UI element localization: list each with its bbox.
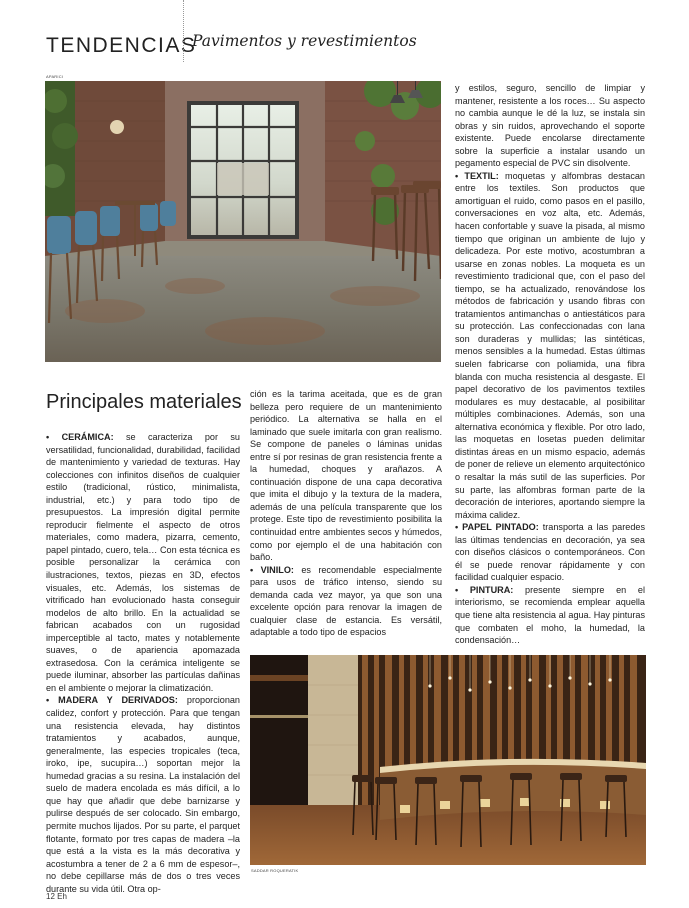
photo-credit-bottom: SADDAR ROQUERATIK: [251, 868, 299, 873]
section-heading: Principales materiales: [46, 391, 242, 413]
paragraph-lead: • VINILO:: [250, 564, 294, 575]
text-column-3: [455, 82, 645, 647]
header-divider: [183, 0, 184, 62]
bar-photo: [250, 655, 646, 865]
paragraph-lead: • MADERA Y DERIVADOS:: [46, 695, 178, 706]
paragraph-madera: [46, 694, 240, 895]
photo-credit-top: APARICI: [46, 74, 64, 79]
paragraph-vinilo: [250, 564, 442, 639]
text-column-2: [250, 388, 442, 639]
paragraph-text: y estilos, seguro, sencillo de limpiar y mantener, resistente a los roces… Su aspecto no cambia aunque le dé la luz, se instala sin obras y sin ruidos, aprovechando el soporte existente. Puede encolarse directamente sobre la superficie a instalar usando un pegamento especial de PVC sin disolvente.: [455, 83, 645, 169]
restaurant-photo: [45, 81, 441, 362]
paragraph-lead: • PINTURA:: [455, 584, 514, 595]
paragraph-papel: [455, 521, 645, 584]
paragraph-lead: • CERÁMICA:: [46, 432, 114, 442]
page-number: 12 Eh: [46, 892, 67, 901]
page-subtitle: Pavimentos y revestimientos: [192, 32, 417, 50]
paragraph-text: es recomendable especialmente para usos de tráfico intenso, siendo su demanda cada vez mayor, ya que son una excelente opción para renovar la imagen de cualquier clase de estancia. Es versátil, adaptable a todo tipo de espacios: [250, 564, 442, 638]
paragraph-madera-cont: [250, 388, 442, 564]
paragraph-vinilo-cont: [455, 82, 645, 170]
paragraph-text: proporcionan calidez, confort y protección. Para que tengan una resistencia elevada, hay distintos tratamientos y acabados, aunque, generalmente, las especies tropicales (teca, iroko, ipe, sucupira…) soportan mejor la humedad gracias a su resina. La instalación del suelo de madera encolada es más difícil, a lo que hay que añadir que debe barnizarse y pulirse después de ser colocado. Sin embargo, permite muchos lijados. Por su parte, el parquet flotante, formato por tres capas de madera –la que está a la vista es la más decorativa y acostumbra a tener de 2 a 6 mm de espesor–, no debe cepillarse más de dos o tres veces durante su vida útil. Otra op-: [46, 695, 240, 894]
paragraph-lead: • PAPEL PINTADO:: [455, 522, 539, 533]
text-column-1: [46, 431, 240, 895]
paragraph-ceramica: [46, 431, 240, 694]
paragraph-text: presente siempre en el interiorismo, se recomienda emplear aquella que tiene alta resistencia al agua. Hay pinturas que combaten el moho, la humedad, la condensación…: [455, 584, 645, 646]
paragraph-text: se caracteriza por su versatilidad, funcionalidad, durabilidad, facilidad de mantenimiento y variedad de texturas. Hay colecciones con infinitos diseños de cualquier estilo (tradicional, rústico, minimalista, industrial, etc.) y para todo tipo de presupuestos. La impresión digital permite reproducir fielmente el aspecto de otros materiales, como madera, pizarra, cemento, papel pintado, cuero, tela… Con esta técnica es posible personalizar la cerámica con ilustraciones, textos, piezas en 3D, efectos visuales, etc. Además, los sistemas de vitrificado han evolucionado hasta conseguir modelos de alto brillo. En la actualidad se fabrican acabados con un rugosidad imperceptible al tacto, mates y notablemente suaves, o de apariencia apomazada extrasedosa. Con la cerámica inteligente se puede iluminar, absorber las partículas dañinas en el ambiente o mejorar la climatización.: [46, 432, 240, 693]
paragraph-lead: • TEXTIL:: [455, 170, 499, 181]
paragraph-pintura: [455, 584, 645, 647]
page-header: [46, 28, 196, 58]
paragraph-text: transporta a las paredes las últimas tendencias en decoración, ya sea con diseños clásicos o contemporáneos. Con él se puede renovar rápidamente y con facilidad cualquier espacio.: [455, 522, 645, 583]
paragraph-text: moquetas y alfombras destacan entre los textiles. Son productos que amortiguan el ruido, como pasos en el pasillo, conversaciones en voz alta, etc. Además, hacen confortable y suave la pisada, al mismo tiempo que originan un ambiente de lujo y delicadeza. Por este motivo, acostumbran a usarse en zonas nobles. La moqueta es un revestimiento tradicional que, con el paso del tiempo, se ha actualizado, renovándose los métodos de fabricación y usando fibras con tratamientos antimanchas o antiestáticos para su protección. Las confeccionadas con lana son duraderas y mullidas; las sintéticas, menos sensibles a la humedad. Estas últimas suelen fabricarse con poliamida, una fibra blanda con mucha resistencia al desgaste. El papel decorativo de los pavimentos textiles modulares es muy destacable, al posibilitar múltiples combinaciones. Además, son una alternativa económica y flexible. Por otro lado, las moquetas en losetas pueden delimitar distintas áreas en un mismo espacio, además de poner de relieve un elemento arquitectónico o resaltar la más sutil de las superficies. Por su parte, las alfombras forman parte de la decoración de interiores, aportando siempre la máxima calidez.: [455, 170, 645, 520]
section-title: TENDENCIAS: [46, 34, 197, 57]
paragraph-text: ción es la tarima aceitada, que es de gran belleza pero requiere de un mantenimiento periódico. La alternativa se halla en el laminado que suele imitarla con gran realismo. Se compone de paneles o láminas unidas entre sí por resinas de gran resistencia frente a la humedad, choques y arañazos. A continuación dispone de una capa decorativa que imita el dibujo y la textura de la madera, además de una película transparente que los protege. Este tipo de revestimiento posibilita la continuidad entre ambientes secos y húmedos, como por ejemplo el de una habitación con baño.: [250, 389, 442, 563]
paragraph-textil: [455, 170, 645, 521]
